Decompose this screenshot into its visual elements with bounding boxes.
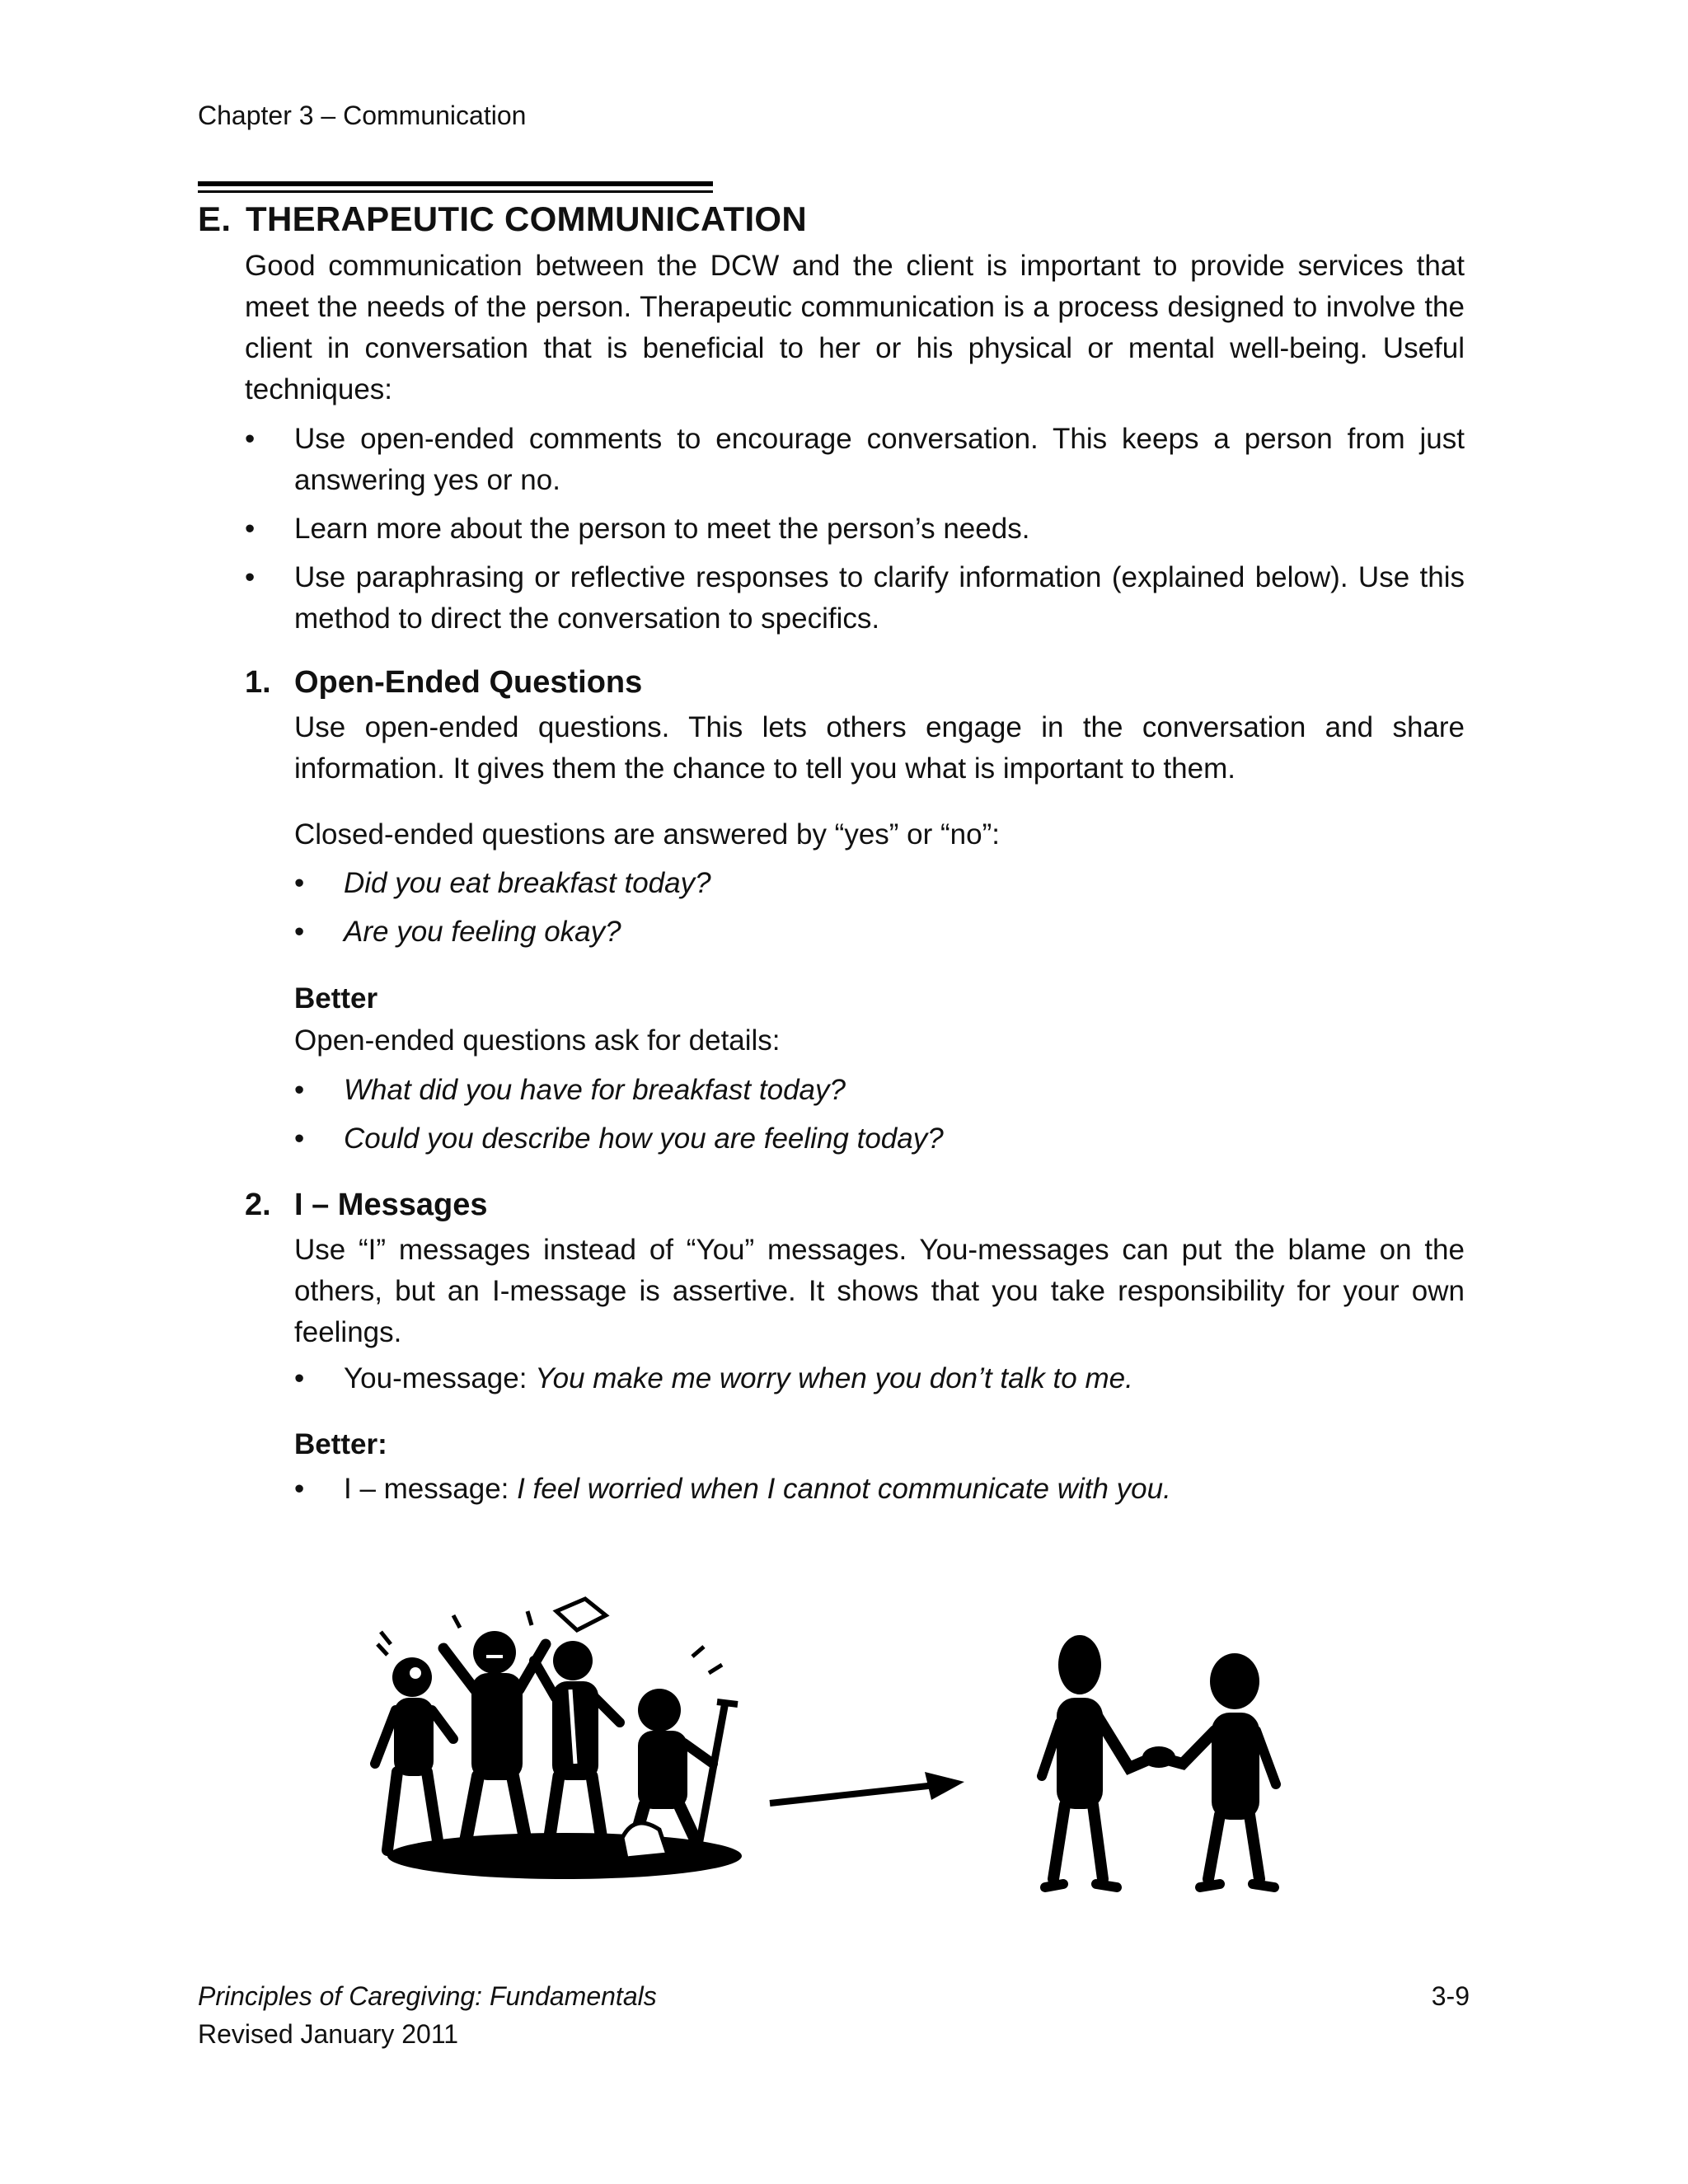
bullet-text: Learn more about the person to meet the person’s needs. — [294, 513, 1030, 545]
bullet-marker: • — [245, 423, 256, 455]
you-message-label: You-message: — [344, 1362, 536, 1394]
closed-example: Did you eat breakfast today? — [344, 867, 711, 899]
list-item — [294, 1070, 1465, 1111]
footer-title: Principles of Caregiving: Fundamentals — [198, 1981, 657, 2011]
bullet-marker: • — [294, 1362, 305, 1394]
i-messages-text: Use “I” messages instead of “You” messages. You-messages can put the blame on the others, but an I-message is assertive. It shows that you take responsibility for your own feelings. — [294, 1234, 1465, 1348]
list-item — [245, 509, 1465, 550]
page-number: 3-9 — [1431, 1981, 1470, 2011]
list-item — [245, 557, 1465, 640]
right-arrow-icon — [767, 1764, 973, 1813]
i-message-label: I – message: — [344, 1473, 518, 1505]
section-title: THERAPEUTIC COMMUNICATION — [246, 199, 808, 238]
section-intro: Good communication between the DCW and the client is important to provide services that meet the needs of the person. Therapeutic communication is a process designed to involve the client in conversation that is beneficial to her or his physical or mental well-being. Useful techniques: — [245, 250, 1465, 405]
open-ended-text: Use open-ended questions. This lets others engage in the conversation and share information. It gives them the chance to tell you what is important to them. — [294, 711, 1465, 785]
header-rule-thin — [198, 190, 713, 193]
bullet-marker: • — [294, 1074, 305, 1106]
subheading-title: Open-Ended Questions — [294, 665, 643, 700]
bullet-marker: • — [245, 513, 256, 545]
list-item — [294, 1469, 1465, 1510]
list-item — [294, 1118, 1465, 1160]
bullet-marker: • — [294, 916, 305, 948]
closed-ended-intro: Closed-ended questions are answered by “yes” or “no”: — [294, 818, 1000, 851]
you-message-example: You make me worry when you don’t talk to me. — [535, 1362, 1133, 1394]
handshake-illustration — [1014, 1632, 1311, 1896]
subheading-i-messages — [245, 1188, 487, 1223]
bullet-marker: • — [294, 1122, 305, 1155]
arguing-group-illustration — [363, 1566, 758, 1887]
better-label: Better — [294, 982, 378, 1015]
subheading-open-ended — [245, 665, 642, 701]
open-example: Could you describe how you are feeling today? — [344, 1122, 944, 1155]
subheading-number: 1. — [245, 665, 271, 700]
better-label-2: Better: — [294, 1428, 387, 1460]
list-item — [294, 863, 1465, 904]
bullet-marker: • — [294, 1473, 305, 1505]
footer-revised: Revised January 2011 — [198, 2019, 459, 2049]
bullet-marker: • — [294, 867, 305, 899]
running-head: Chapter 3 – Communication — [198, 101, 527, 130]
section-letter: E. — [198, 199, 232, 238]
list-item — [294, 912, 1465, 953]
bullet-marker: • — [245, 561, 256, 593]
subheading-number: 2. — [245, 1188, 271, 1222]
section-heading — [198, 199, 807, 239]
open-ended-intro: Open-ended questions ask for details: — [294, 1024, 781, 1057]
i-message-example: I feel worried when I cannot communicate with you. — [517, 1473, 1171, 1505]
closed-example: Are you feeling okay? — [344, 916, 621, 948]
open-example: What did you have for breakfast today? — [344, 1074, 846, 1106]
list-item — [294, 1358, 1465, 1399]
bullet-text: Use paraphrasing or reflective responses to clarify information (explained below). Use this method to direct the conversation to specifics. — [294, 561, 1465, 635]
bullet-text: Use open-ended comments to encourage conversation. This keeps a person from just answering yes or no. — [294, 423, 1465, 496]
subheading-title: I – Messages — [294, 1188, 488, 1222]
list-item — [245, 419, 1465, 501]
header-rule-thick — [198, 181, 713, 186]
